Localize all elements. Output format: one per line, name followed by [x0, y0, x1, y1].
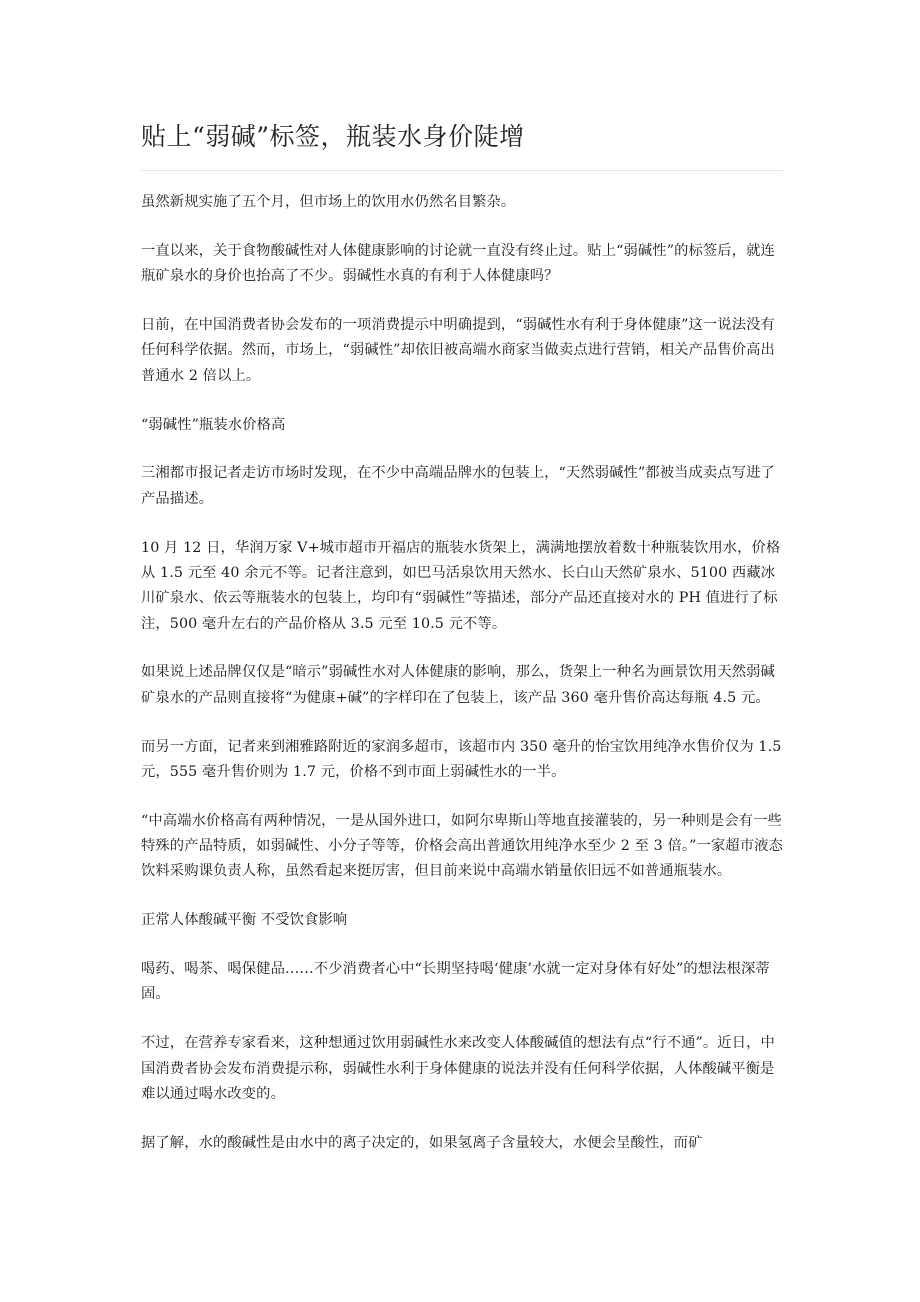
article — [141, 118, 783, 1180]
paragraph: 不过，在营养专家看来，这种想通过饮用弱碱性水来改变人体酸碱值的想法有点“行不通”。近日，中国消费者协会发布消费提示称，弱碱性水利于身体健康的说法并没有任何科学依据，人体酸碱平衡是难以通过喝水改变的。 — [141, 1035, 775, 1102]
section-heading: “弱碱性”瓶装水价格高 — [141, 416, 286, 433]
paragraph: 一直以来，关于食物酸碱性对人体健康影响的讨论就一直没有终止过。贴上“弱碱性”的标签后，就连瓶矿泉水的身价也抬高了不少。弱碱性水真的有利于人体健康吗？ — [141, 242, 775, 285]
paragraph: “中高端水价格高有两种情况，一是从国外进口，如阿尔卑斯山等地直接灌装的，另一种则是会有一些特殊的产品特质，如弱碱性、小分子等等，价格会高出普通饮用纯净水至少 2 至 3 倍。”一家超市液态饮料采购课负责人称，虽然看起来挺厉害，但目前来说中高端水销量依旧远不如普通瓶装水。 — [141, 812, 783, 880]
paragraph: 虽然新规实施了五个月，但市场上的饮用水仍然名目繁杂。 — [141, 194, 516, 210]
paragraph: 三湘都市报记者走访市场时发现，在不少中高端品牌水的包装上，“天然弱碱性”都被当成卖点写进了产品描述。 — [141, 465, 775, 507]
paragraph: 而另一方面，记者来到湘雅路附近的家润多超市，该超市内 350 毫升的怡宝饮用纯净水售价仅为 1.5 元，555 毫升售价则为 1.7 元，价格不到市面上弱碱性水的一半。 — [141, 738, 782, 780]
paragraph: 喝药、喝茶、喝保健品……不少消费者心中“长期坚持喝‘健康’水就一定对身体有好处”的想法根深蒂固。 — [141, 961, 770, 1003]
paragraph: 日前，在中国消费者协会发布的一项消费提示中明确提到，“弱碱性水有利于身体健康”这一说法没有任何科学依据。然而，市场上，“弱碱性”却依旧被高端水商家当做卖点进行营销，相关产品售价高出普通水 2 倍以上。 — [141, 317, 775, 384]
paragraph: 据了解，水的酸碱性是由水中的离子决定的，如果氢离子含量较大，水便会呈酸性，而矿 — [141, 1134, 703, 1151]
article-title: 贴上“弱碱”标签，瓶装水身价陡增 — [141, 122, 525, 151]
paragraph: 如果说上述品牌仅仅是“暗示”弱碱性水对人体健康的影响，那么，货架上一种名为画景饮用天然弱碱矿泉水的产品则直接将“为健康+碱”的字样印在了包装上，该产品 360 毫升售价高达每瓶 4.5 元。 — [141, 664, 775, 706]
title-divider — [141, 170, 783, 171]
section-heading: 正常人体酸碱平衡 不受饮食影响 — [141, 912, 348, 929]
paragraph: 10 月 12 日，华润万家 V+城市超市开福店的瓶装水货架上，满满地摆放着数十种瓶装饮用水，价格从 1.5 元至 40 余元不等。记者注意到，如巴马活泉饮用天然水、长白山天然矿泉水、5100 西藏冰川矿泉水、依云等瓶装水的包装上，均印有“弱碱性”等描述，部分产品还直接对水的 PH 值进行了标注，500 毫升左右的产品价格从 3.5 元至 10.5 元不等。 — [141, 539, 781, 632]
